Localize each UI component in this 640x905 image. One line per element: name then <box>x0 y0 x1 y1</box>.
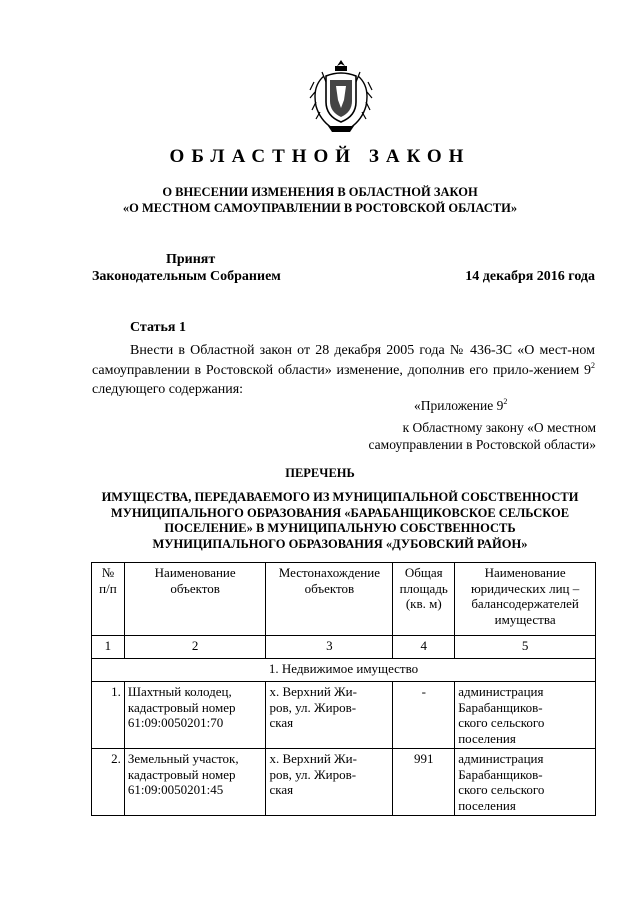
article-text-end: следующего содержания: <box>92 382 244 397</box>
header-text: Общая <box>404 565 443 580</box>
object-name-cell <box>124 749 266 816</box>
appendix-ref-line: самоуправлении в Ростовской области» <box>368 437 596 452</box>
list-subtitle-line: ИМУЩЕСТВА, ПЕРЕДАВАЕМОГО ИЗ МУНИЦИПАЛЬНОЙ СОБСТВЕННОСТИ <box>101 490 579 504</box>
cell-text: ров, ул. Жиров- <box>269 699 357 715</box>
cell-text: ская <box>269 782 294 797</box>
cell-text: х. Верхний Жи- <box>269 684 357 699</box>
header-cell-name <box>124 563 266 636</box>
list-subtitle-line: МУНИЦИПАЛЬНОГО ОБРАЗОВАНИЯ «БАРАБАНЩИКОВСКОЕ СЕЛЬСКОЕ <box>110 505 570 520</box>
cell-text: ров, ул. Жиров- <box>269 766 357 782</box>
column-number: 4 <box>393 636 455 659</box>
section-title: 1. Недвижимое имущество <box>92 659 596 682</box>
object-name-cell <box>124 682 266 749</box>
cell-text: Барабанщиков- <box>458 766 543 782</box>
subtitle-line: «О МЕСТНОМ САМОУПРАВЛЕНИИ В РОСТОВСКОЙ ОБЛАСТИ» <box>122 201 518 215</box>
header-text: (кв. м) <box>405 596 442 611</box>
area-cell: 991 <box>393 749 455 816</box>
holder-cell <box>455 749 596 816</box>
cell-text: ского сельского <box>458 782 545 797</box>
table-header-row <box>92 563 596 636</box>
cell-text: администрация <box>458 684 544 699</box>
row-number: 2. <box>92 749 125 816</box>
location-cell <box>266 682 393 749</box>
section-row <box>92 659 596 682</box>
cell-text: Барабанщиков- <box>458 699 543 715</box>
article-title: Статья 1 <box>130 320 186 335</box>
table-row <box>92 682 596 749</box>
header-text: объектов <box>304 580 355 596</box>
appendix-title-text: «Приложение 9 <box>414 398 504 413</box>
row-number: 1. <box>92 682 125 749</box>
header-text: Местонахождение <box>278 565 380 580</box>
header-text: юридических лиц – <box>470 580 580 596</box>
superscript: 2 <box>591 360 595 370</box>
list-subtitle-line: МУНИЦИПАЛЬНОГО ОБРАЗОВАНИЯ «ДУБОВСКИЙ РАЙОН» <box>152 536 528 551</box>
list-heading: ПЕРЕЧЕНЬ <box>285 466 355 480</box>
header-text: объектов <box>170 580 220 596</box>
cell-text: Земельный участок, <box>127 751 239 766</box>
appendix-title <box>414 398 507 414</box>
adopted-label: Принят <box>166 252 216 267</box>
adopted-date: 14 декабря 2016 года <box>465 269 595 284</box>
header-cell-area <box>393 563 455 636</box>
header-text: № <box>101 565 115 580</box>
header-text: Наименование <box>154 565 236 580</box>
cell-text: Шахтный колодец, <box>127 684 232 699</box>
column-number: 2 <box>124 636 266 659</box>
superscript: 2 <box>503 397 508 406</box>
header-text: балансодержателей <box>471 596 579 611</box>
column-number-row <box>92 636 596 659</box>
article-text-main: Внести в Областной закон от 28 декабря 2005 года № 436-ЗС «О мест-ном самоуправлении в Ростовской области» изменение, дополнив его прило-жением 9 <box>92 343 595 378</box>
column-number: 1 <box>92 636 125 659</box>
header-text: площадь <box>399 580 448 596</box>
appendix-ref-line: к Областному закону «О местном <box>402 420 596 435</box>
subtitle-line: О ВНЕСЕНИИ ИЗМЕНЕНИЯ В ОБЛАСТНОЙ ЗАКОН <box>162 185 478 199</box>
cell-text: х. Верхний Жи- <box>269 751 357 766</box>
coat-of-arms-emblem <box>306 56 376 136</box>
column-number: 5 <box>455 636 596 659</box>
cell-text: 61:09:0050201:45 <box>127 782 224 797</box>
cell-text: администрация <box>458 751 544 766</box>
cell-text: поселения <box>458 730 516 746</box>
list-subtitle-line: ПОСЕЛЕНИЕ» В МУНИЦИПАЛЬНУЮ СОБСТВЕННОСТЬ <box>164 521 516 535</box>
header-text: имущества <box>494 611 556 627</box>
holder-cell <box>455 682 596 749</box>
area-cell: - <box>393 682 455 749</box>
list-subtitle <box>80 490 600 552</box>
cell-text: ского сельского <box>458 715 545 730</box>
header-text: Наименование <box>484 565 566 580</box>
property-table <box>91 562 596 816</box>
header-text: п/п <box>99 580 117 596</box>
location-cell <box>266 749 393 816</box>
cell-text: кадастровый номер <box>127 766 236 782</box>
article-text <box>92 341 595 400</box>
header-cell-holder <box>455 563 596 636</box>
document-title: ОБЛАСТНОЙ ЗАКОН <box>169 146 471 167</box>
appendix-reference <box>330 419 596 453</box>
column-number: 3 <box>266 636 393 659</box>
table-row <box>92 749 596 816</box>
cell-text: 61:09:0050201:70 <box>127 715 224 730</box>
header-cell-number <box>92 563 125 636</box>
header-cell-location <box>266 563 393 636</box>
cell-text: кадастровый номер <box>127 699 236 715</box>
cell-text: ская <box>269 715 294 730</box>
adopted-by: Законодательным Собранием <box>92 269 281 284</box>
document-subtitle <box>80 184 560 216</box>
cell-text: поселения <box>458 797 516 813</box>
